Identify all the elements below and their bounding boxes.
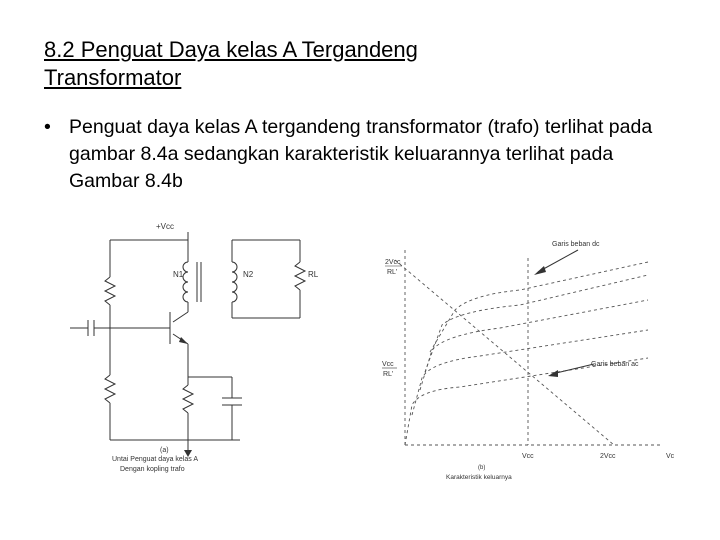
y-tick-mid-numerator: Vcc	[382, 361, 394, 368]
y-tick-mid-denominator: RL'	[383, 371, 394, 378]
x-tick-2vcc: 2Vcc	[600, 453, 616, 460]
dc-load-line-label: Garis beban dc	[552, 241, 600, 248]
n1-label: N1	[173, 270, 184, 279]
y-tick-top-numerator: 2Vcc	[385, 259, 401, 266]
graph-caption-text: Karakteristik keluarnya	[446, 474, 512, 481]
bullet-text: Penguat daya kelas A tergandeng transformator (trafo) terlihat pada gambar 8.4a sedangkan karakteristik keluarannya terlihat pada Gambar 8.4b	[69, 116, 653, 192]
ac-load-pointer-icon	[548, 370, 558, 377]
slide-title-line2: Transformator	[44, 65, 182, 90]
circuit-caption-line2: Dengan kopling trafo	[120, 466, 185, 473]
rl-label: RL	[308, 270, 319, 279]
circuit-caption-id: (a)	[160, 447, 169, 454]
circuit-caption-line1: Untai Penguat daya kelas A	[112, 456, 199, 463]
graph-caption-id: (b)	[478, 465, 486, 471]
slide-title-line1: 8.2 Penguat Daya kelas A Tergandeng	[44, 37, 418, 62]
x-tick-vcc: Vcc	[522, 453, 534, 460]
dc-load-pointer-icon	[534, 266, 546, 275]
n2-label: N2	[243, 270, 254, 279]
vcc-label: +Vcc	[156, 222, 175, 231]
y-tick-top-denominator: RL'	[387, 269, 398, 276]
bullet-dot-icon: •	[44, 116, 51, 138]
ac-load-line-label: Garis beban ac	[591, 361, 639, 368]
x-axis-label: Vc	[666, 453, 675, 460]
